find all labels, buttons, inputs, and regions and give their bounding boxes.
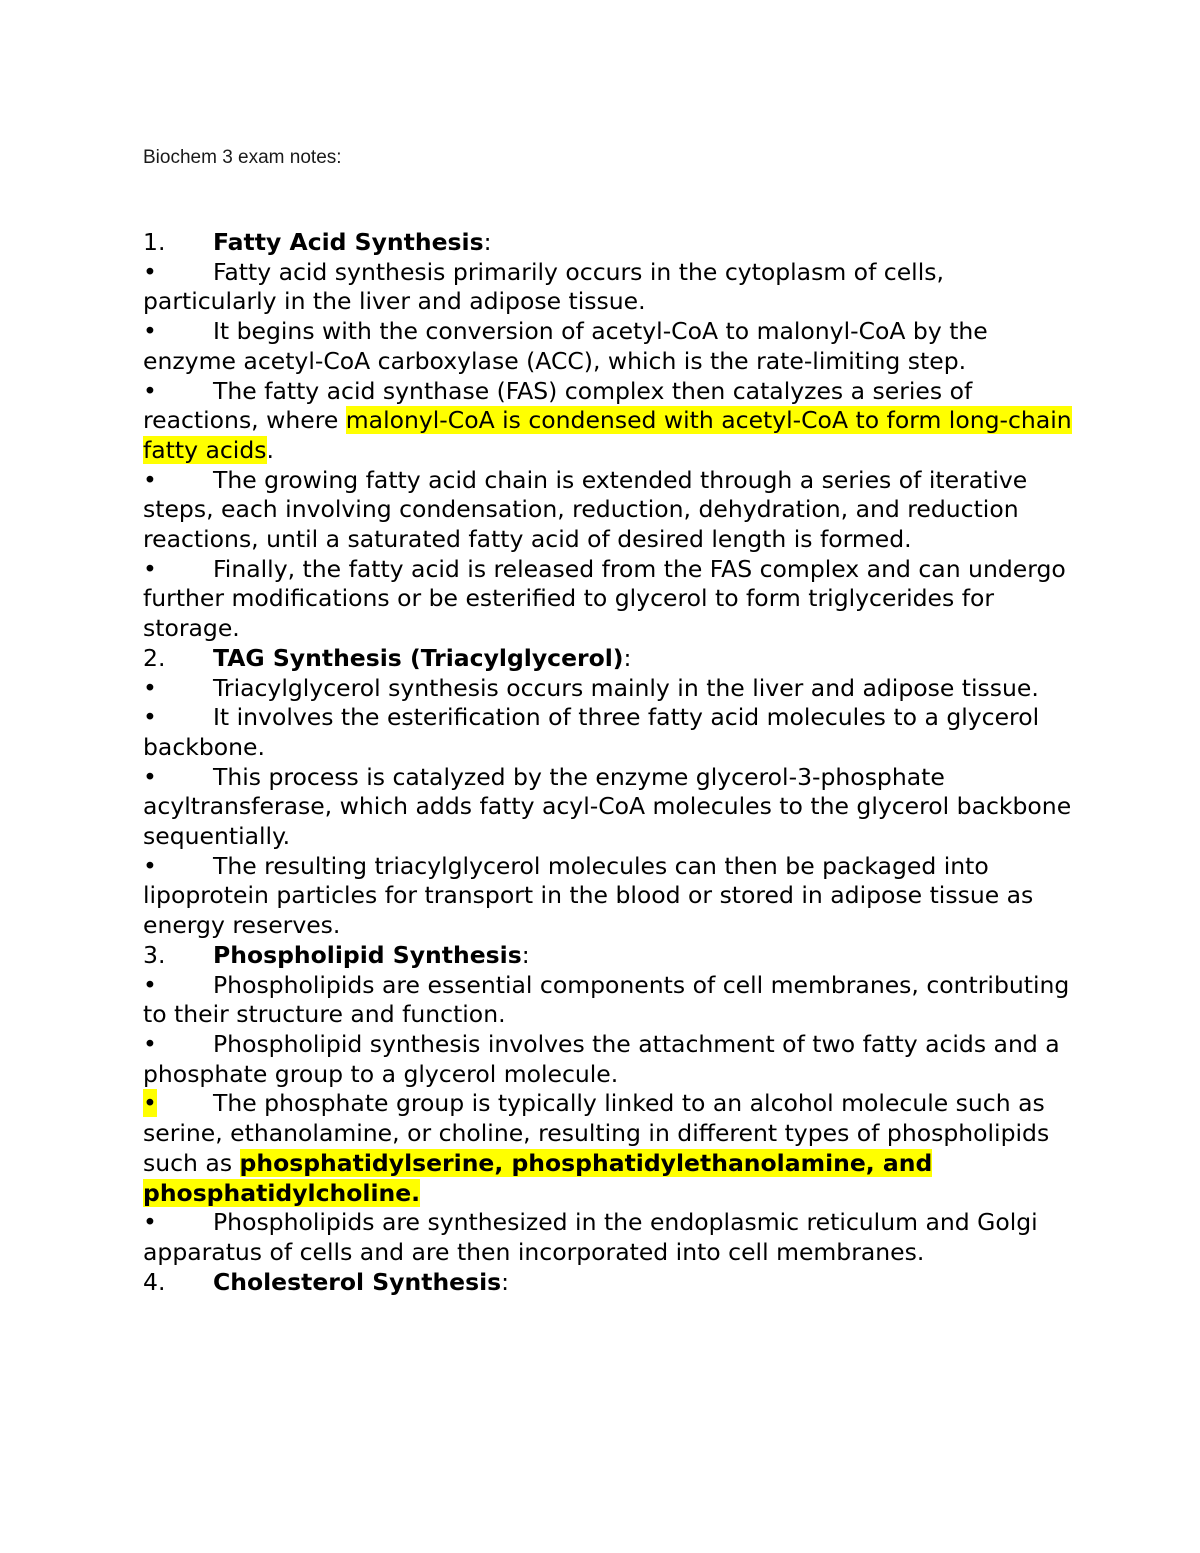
bullet-icon: • (143, 257, 157, 286)
bullet-text: Fatty acid synthesis primarily occurs in the cytoplasm of cells, particularly in the liver and adipose tissue. (143, 257, 944, 316)
highlighted-text: phosphatidylserine, phosphatidylethanolamine, and phosphatidylcholine. (143, 1148, 933, 1207)
section-heading (143, 644, 1078, 674)
section-number: 4. (143, 1267, 166, 1296)
highlighted-text: malonyl-CoA is condensed with acetyl-CoA to form long-chain fatty acids (143, 406, 1072, 464)
bullet-icon: • (143, 1029, 157, 1058)
bullet-icon: • (143, 970, 157, 999)
section-heading-text: Phospholipid Synthesis (213, 940, 522, 969)
bullet-item (73, 466, 1078, 555)
bullet-icon (143, 1089, 213, 1119)
bullet-text: It begins with the conversion of acetyl-CoA to malonyl-CoA by the enzyme acetyl-CoA carboxylase (ACC), which is the rate-limiting step. (143, 317, 988, 375)
bullet-icon: • (143, 1208, 157, 1237)
bullet-item (73, 1089, 1078, 1208)
heading-colon: : (521, 940, 530, 969)
document-title: Biochem 3 exam notes: (143, 147, 342, 168)
bullet-item (73, 1208, 1078, 1267)
section-heading (143, 1268, 1078, 1298)
bullet-item (73, 377, 1078, 466)
bullet-item (73, 555, 1078, 644)
bullet-item (73, 258, 1078, 317)
bullet-item (73, 852, 1078, 941)
bullet-text: The fatty acid synthase (FAS) complex then catalyzes a series of reactions, where (143, 376, 973, 435)
bullet-text: Phospholipids are essential components of cell membranes, contributing to their structure and function. (143, 970, 1070, 1029)
bullet-text: Phospholipid synthesis involves the attachment of two fatty acids and a phosphate group to a glycerol molecule. (143, 1029, 1060, 1088)
bullet-icon: • (143, 673, 157, 702)
bullet-item (73, 1030, 1078, 1089)
section-number: 2. (143, 643, 166, 672)
document-body (143, 228, 1078, 1297)
bullet-text: The resulting triacylglycerol molecules can then be packaged into lipoprotein particles for transport in the blood or stored in adipose tissue as energy reserves. (143, 851, 1034, 940)
bullet-icon: • (143, 703, 157, 732)
section-heading (143, 228, 1078, 258)
bullet-icon: • (143, 851, 157, 880)
bullet-icon: • (143, 762, 157, 791)
heading-colon: : (623, 643, 632, 672)
bullet-item (73, 674, 1078, 704)
bullet-icon: • (143, 465, 157, 494)
bullet-text-tail: . (266, 435, 274, 464)
bullet-text: The growing fatty acid chain is extended through a series of iterative steps, each involving condensation, reduction, dehydration, and reduction reactions, until a saturated fatty acid of desired length is formed. (143, 465, 1028, 554)
section-heading (143, 941, 1078, 971)
section-heading-text: Fatty Acid Synthesis (213, 228, 484, 256)
bullet-text: Triacylglycerol synthesis occurs mainly in the liver and adipose tissue. (213, 673, 1039, 702)
bullet-icon: • (143, 376, 157, 405)
bullet-text: The phosphate group is typically linked to an alcohol molecule such as serine, ethanolamine, or choline, resulting in different types of phospholipids such as (143, 1089, 1050, 1177)
bullet-text: Phospholipids are synthesized in the endoplasmic reticulum and Golgi apparatus of cells and are then incorporated into cell membranes. (143, 1208, 1038, 1266)
section-number: 1. (143, 228, 166, 256)
bullet-icon: • (143, 317, 157, 346)
bullet-item (73, 763, 1078, 852)
heading-colon: : (483, 228, 492, 256)
bullet-text: It involves the esterification of three fatty acid molecules to a glycerol backbone. (143, 703, 1040, 761)
bullet-item (73, 703, 1078, 762)
section-heading-text: TAG Synthesis (Triacylglycerol) (213, 643, 624, 672)
section-number: 3. (143, 940, 166, 969)
bullet-text: This process is catalyzed by the enzyme glycerol-3-phosphate acyltransferase, which adds fatty acyl-CoA molecules to the glycerol backbone sequentially. (143, 762, 1072, 851)
highlighted-bullet-icon: • (143, 1089, 157, 1118)
bullet-icon: • (143, 554, 157, 583)
section-heading-text: Cholesterol Synthesis (213, 1267, 502, 1296)
bullet-text: Finally, the fatty acid is released from the FAS complex and can undergo further modifications or be esterified to glycerol to form triglycerides for storage. (143, 554, 1066, 643)
bullet-item (73, 971, 1078, 1030)
bullet-item (73, 317, 1078, 376)
heading-colon: : (501, 1267, 510, 1296)
